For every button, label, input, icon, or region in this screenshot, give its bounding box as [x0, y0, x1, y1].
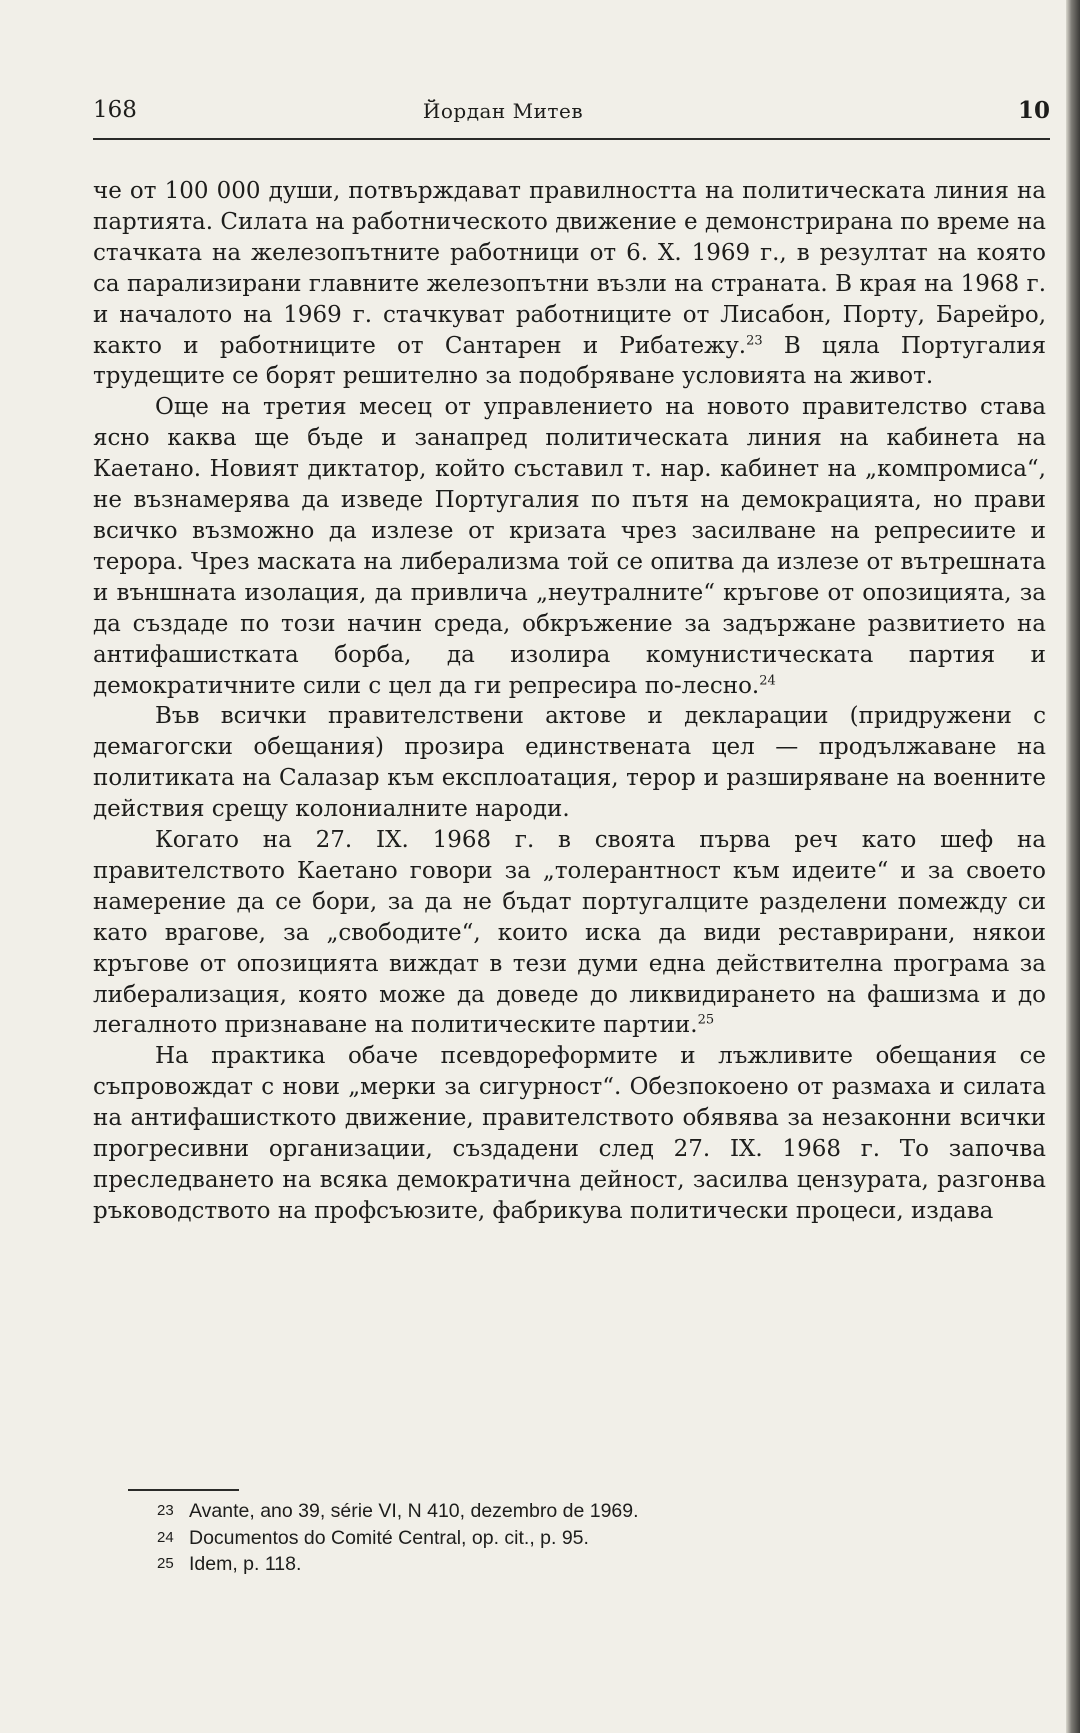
footnote-text: Avante, ano 39, série VI, N 410, dezembro de 1969. [189, 1500, 639, 1522]
footnote-text: Documentos do Comité Central, op. cit., p. 95. [189, 1526, 589, 1549]
edge-tab-number: 10 [1017, 97, 1050, 124]
paragraph-text: В цяла Португалия трудещите се борят решително за подобряване условията на живот. [93, 332, 1046, 390]
paragraph [93, 176, 1046, 392]
paragraph [93, 701, 1046, 825]
paragraph-text: Когато на 27. IX. 1968 г. в своята първа реч като шеф на правителството Каетано говори за „толерантност към идеите“ и за своето намерение да се бори, за да не бъдат португалците разделени помежду си като врагове, за „свободите“, които иска да види реставрирани, някои кръгове от опозицията виждат в тези думи една действителна програма за либерализация, която може да доведе до ликвидирането на фашизма и до легалното признаване на политическите партии. [93, 827, 1046, 1039]
footnote-ref: 24 [759, 672, 776, 688]
footnote-ref: 23 [746, 332, 763, 348]
paragraph-text: Още на третия месец от управлението на новото правителство става ясно каква ще бъде и занапред политическата линия на кабинета на Каетано. Новият диктатор, който съставил т. нар. кабинет на „компромиса“, не възнамерява да изведе Португалия по пътя на демокрацията, но прави всичко възможно да излезе от кризата чрез засилване на репресиите и терора. Чрез маската на либерализма той се опитва да излезе от вътрешната и външната изолация, да привлича „неутралните“ кръгове от опозицията, за да създаде по този начин среда, обкръжение за задържане развитието на антифашистката борба, да изолира комунистическата партия и демократичните сили с цел да ги репресира по-лесно. [93, 394, 1046, 699]
footnote-number: 24 [157, 1528, 174, 1546]
paragraph-text: Във всички правителствени актове и декларации (придружени с демагогски обещания) прозира единствената цел — продължаване на политиката на Салазар към експлоатация, терор и разширяване на военните действия срещу колониалните народи. [93, 703, 1046, 823]
footnotes [157, 1498, 977, 1578]
paragraph-text: На практика обаче псевдореформите и лъжливите обещания се съпровождат с нови „мерки за сигурност“. Обезпокоено от размаха и силата на антифашисткото движение, правителството обявява за незаконни всички прогресивни организации, създадени след 27. IX. 1968 г. То започва преследването на всяка демократична дейност, засилва цензурата, разгонва ръководството на профсъюзите, фабрикува политически процеси, издава [93, 1043, 1046, 1224]
footnote-number: 25 [157, 1555, 174, 1572]
paragraph [93, 1041, 1046, 1226]
footnote [157, 1498, 977, 1525]
footnote [157, 1525, 977, 1552]
running-header [93, 94, 1050, 140]
footnote-separator [128, 1489, 239, 1491]
page-number: 168 [93, 97, 137, 123]
paragraph-text: че от 100 000 души, потвърждават правилността на политическата линия на партията. Силата на работническото движение е демонстрирана по време на стачката на железопътните работници от 6. X. 1969 г., в резултат на която са парализирани главните железопътни възли на страната. В края на 1968 г. и началото на 1969 г. стачкуват работниците от Лисабон, Порту, Барейро, както и работниците от Сантарен и Рибатежу. [93, 178, 1046, 359]
footnote-number: 23 [157, 1502, 174, 1519]
running-head-author: Йордан Митев [422, 99, 584, 123]
footnote-ref: 25 [697, 1012, 715, 1028]
footnote-text: Idem, p. 118. [189, 1553, 302, 1575]
page-edge-shadow [1066, 0, 1080, 1733]
body-text [93, 176, 1046, 1227]
footnote [157, 1551, 977, 1578]
paragraph [93, 392, 1046, 701]
paragraph [93, 825, 1046, 1041]
